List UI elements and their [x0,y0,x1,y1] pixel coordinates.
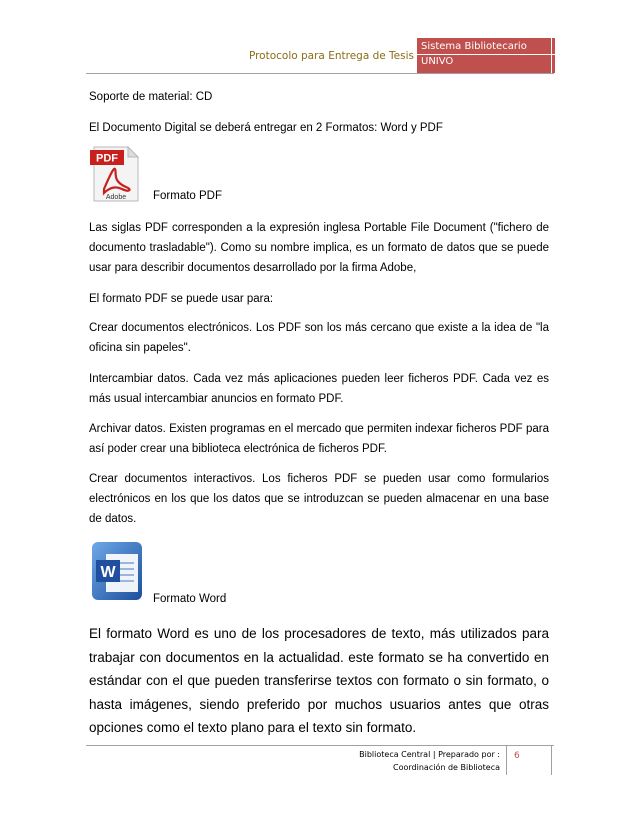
header-badge-divider [417,54,555,55]
pdf-adobe-icon [90,145,140,203]
support-line: Soporte de material: CD [89,91,213,103]
footer-rule [86,745,554,746]
pdf-uses-intro: El formato PDF se puede usar para: [89,293,274,305]
svg-text:Adobe: Adobe [105,194,127,201]
footer-divider-right [551,745,552,775]
header-org-name: UNIVO [421,56,454,67]
pdf-format-label: Formato PDF [153,190,223,202]
header-rule [86,73,554,74]
formats-line: El Documento Digital se deberá entregar en 2 Formatos: Word y PDF [89,122,443,134]
pdf-use-archive: Archivar datos. Existen programas en el mercado que permiten indexar ficheros PDF para así poder crear una biblioteca electrónica de ficheros PDF. [89,423,549,455]
pdf-use-interactive: Crear documentos interactivos. Los ficheros PDF se pueden usar como formularios electrónicos en los que los datos que se introduzcan se pueden almacenar en una base de datos. [89,473,549,525]
footer-credit-line2: Coordinación de Biblioteca [393,763,500,772]
pdf-use-exchange: Intercambiar datos. Cada vez más aplicaciones pueden leer ficheros PDF. Cada vez es más usual intercambiar anuncios en formato PDF. [89,373,549,405]
header-badge-vline [551,38,552,73]
footer-credit-line1: Biblioteca Central | Preparado por : [359,750,500,759]
footer-divider-left [506,745,507,775]
pdf-description: Las siglas PDF corresponden a la expresión inglesa Portable File Document ("fichero de documento trasladable"). Como su nombre implica, es un formato de datos que se puede usar para describir documentos desarrollado por la firma Adobe, [89,222,549,274]
svg-text:PDF: PDF [96,152,118,165]
svg-text:W: W [100,564,116,581]
word-document-icon [90,540,145,602]
word-format-label: Formato Word [153,593,227,605]
page-number: 6 [514,751,520,761]
document-header-title: Protocolo para Entrega de Tesis [248,50,414,62]
header-system-name: Sistema Bibliotecario [421,41,527,52]
word-description: El formato Word es uno de los procesadores de texto, más utilizados para trabajar con documentos en la actualidad. este formato se ha convertido en estándar con el que pueden transferirse textos con formato o sin formato, o hasta imágenes, siendo preferido por muchos usuarios antes que otras opciones como el texto plano para el texto sin formato. [89,626,549,735]
pdf-use-create: Crear documentos electrónicos. Los PDF son los más cercano que existe a la idea de "la oficina sin papeles". [89,322,549,354]
